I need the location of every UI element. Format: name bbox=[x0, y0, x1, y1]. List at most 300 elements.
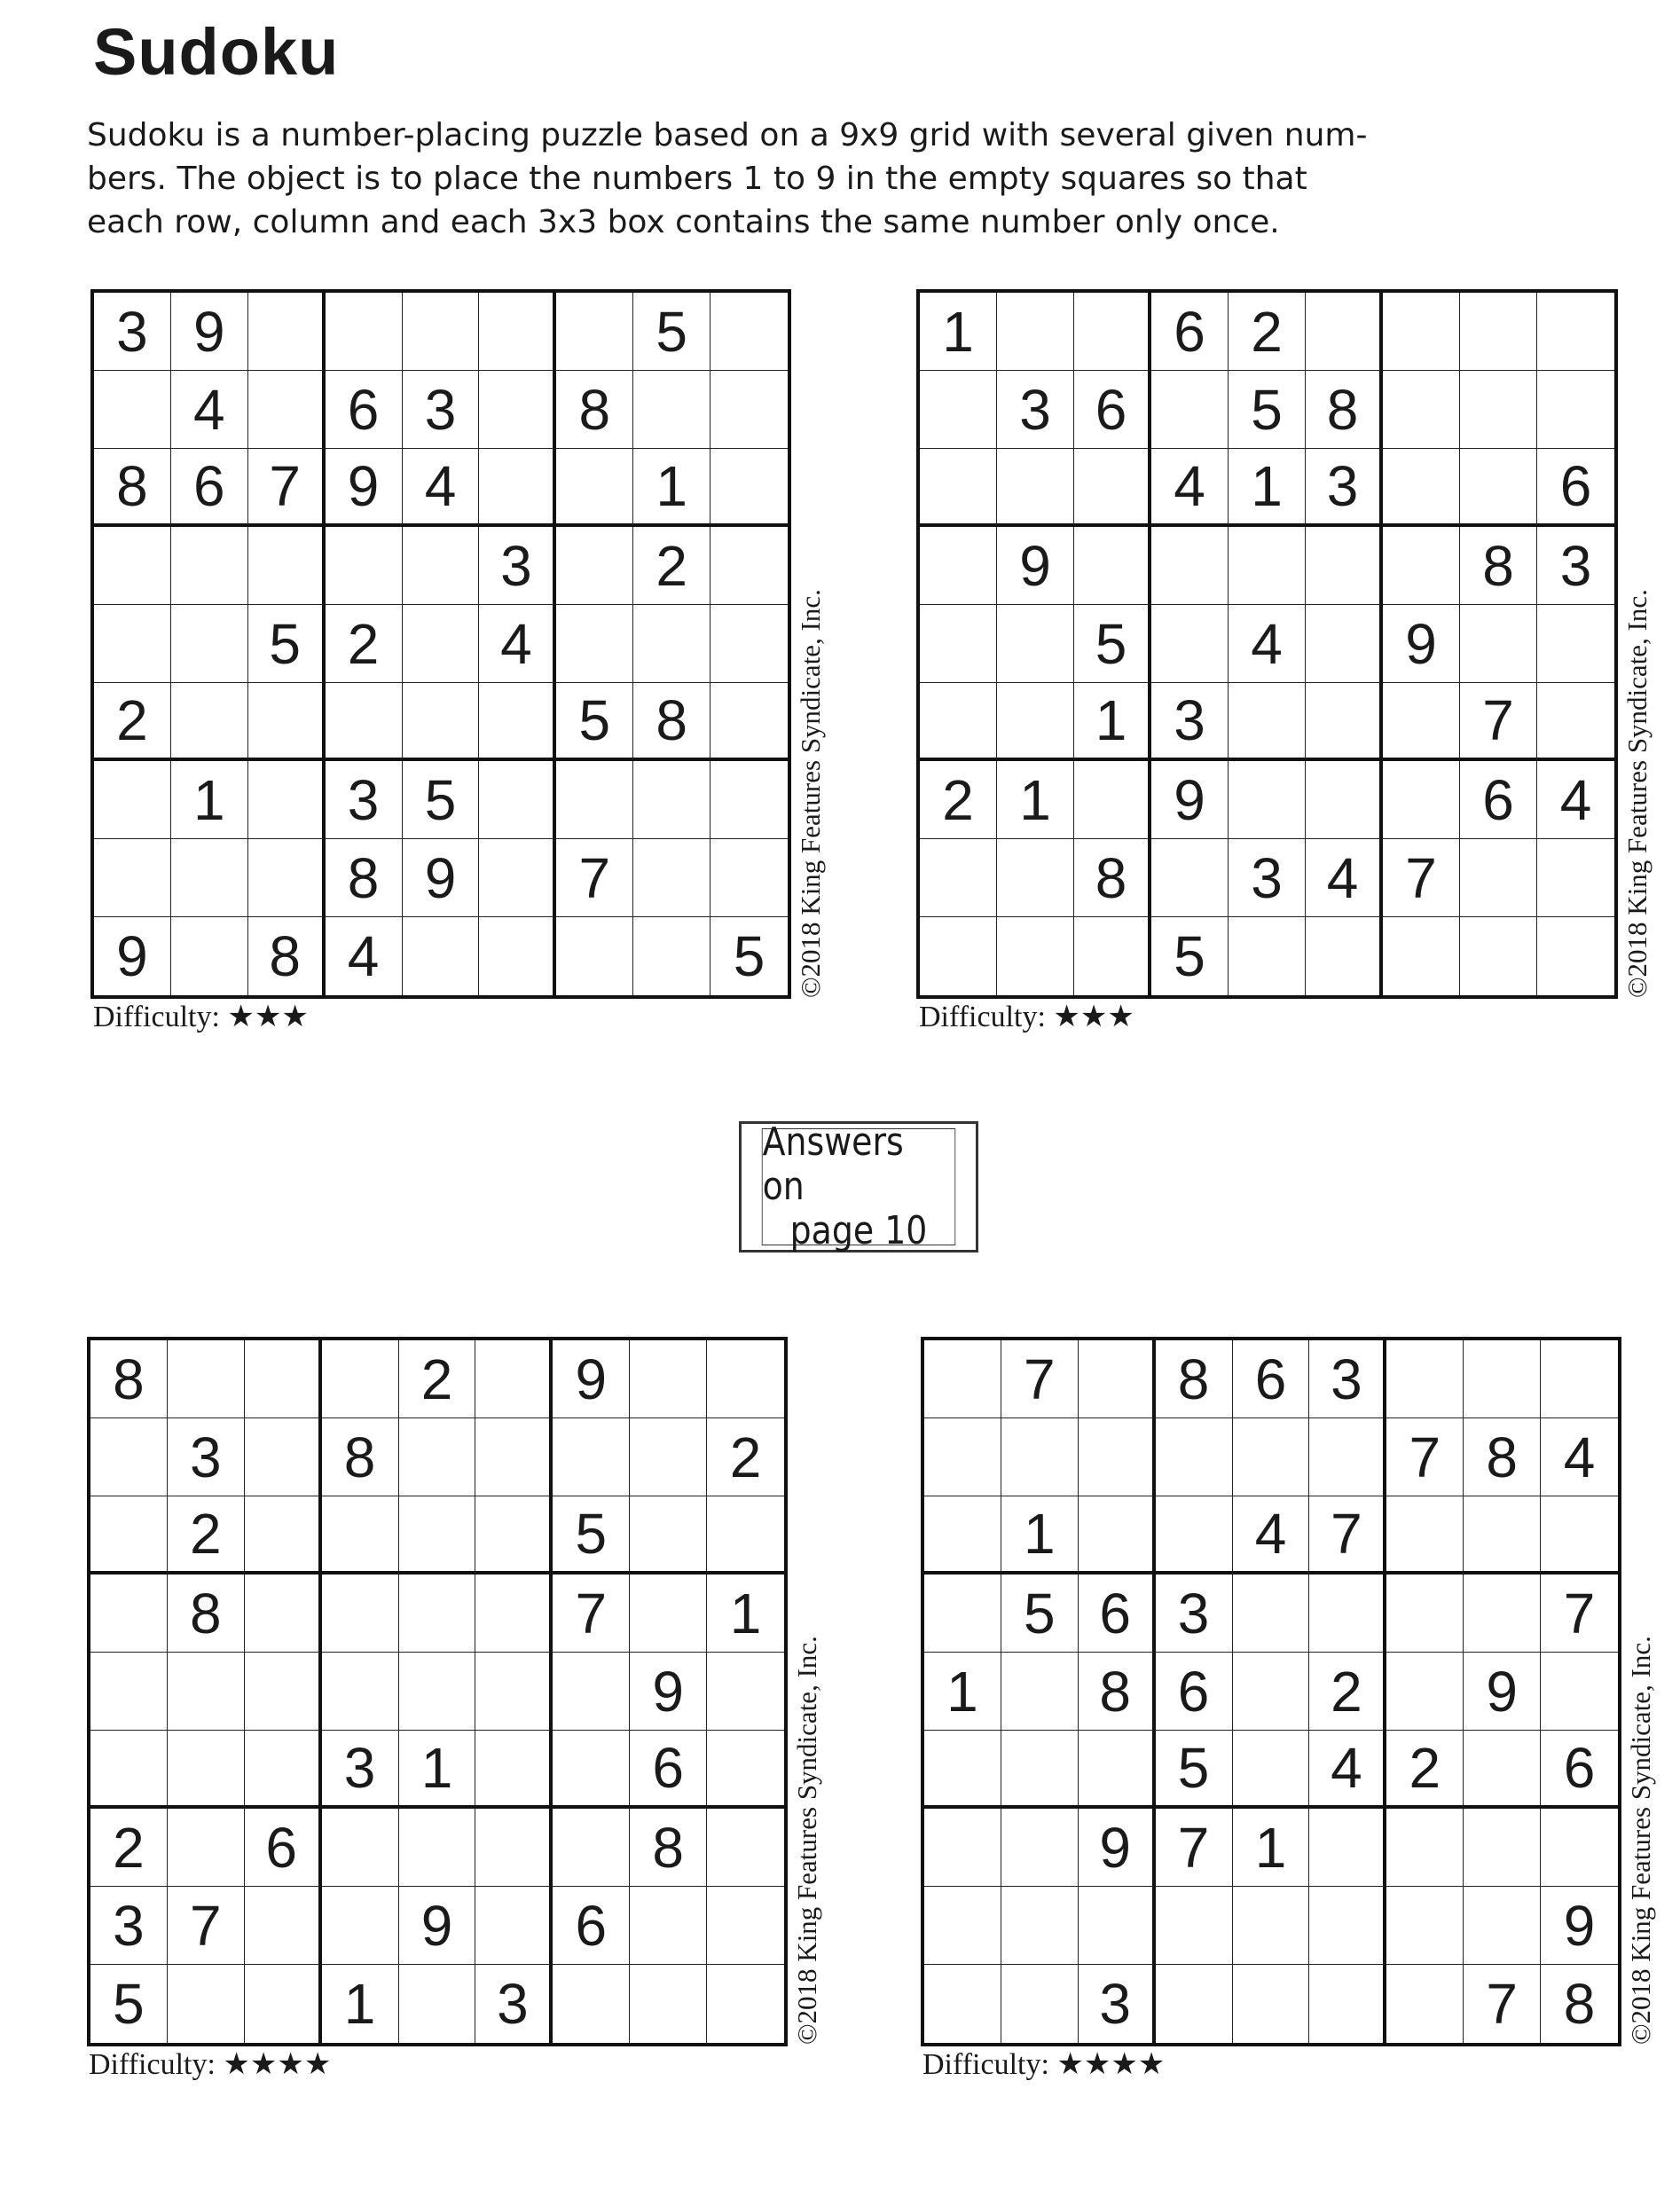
sudoku-cell[interactable] bbox=[403, 527, 480, 605]
sudoku-cell[interactable] bbox=[322, 1653, 399, 1731]
intro-line-3: each row, column and each 3x3 box contains the same number only once. bbox=[87, 204, 1280, 240]
sudoku-cell[interactable] bbox=[1537, 371, 1614, 449]
sudoku-cell[interactable] bbox=[322, 1887, 399, 1965]
sudoku-cell: 1 bbox=[997, 761, 1074, 839]
sudoku-cell[interactable] bbox=[997, 683, 1074, 761]
sudoku-cell[interactable] bbox=[403, 917, 480, 995]
sudoku-cell: 5 bbox=[248, 605, 326, 683]
sudoku-cell[interactable] bbox=[322, 1340, 399, 1418]
difficulty-label-bottom-right: Difficulty: ★★★★ bbox=[922, 2048, 1166, 2081]
sudoku-cell[interactable] bbox=[556, 605, 633, 683]
sudoku-cell[interactable] bbox=[1460, 839, 1537, 917]
sudoku-cell[interactable] bbox=[633, 605, 710, 683]
sudoku-cell: 1 bbox=[1074, 683, 1151, 761]
sudoku-cell: 5 bbox=[403, 761, 480, 839]
sudoku-cell[interactable] bbox=[1386, 1575, 1464, 1653]
sudoku-cell[interactable] bbox=[1074, 449, 1151, 527]
sudoku-cell: 3 bbox=[322, 1731, 399, 1809]
sudoku-cell[interactable] bbox=[997, 917, 1074, 995]
sudoku-cell[interactable] bbox=[710, 683, 788, 761]
sudoku-cell[interactable] bbox=[326, 527, 403, 605]
sudoku-cell[interactable] bbox=[1079, 1496, 1156, 1575]
sudoku-cell[interactable] bbox=[245, 1418, 322, 1496]
sudoku-cell[interactable] bbox=[1460, 605, 1537, 683]
sudoku-cell: 4 bbox=[1229, 605, 1306, 683]
sudoku-cell: 5 bbox=[556, 683, 633, 761]
sudoku-cell[interactable] bbox=[707, 1653, 784, 1731]
sudoku-cell[interactable] bbox=[920, 683, 997, 761]
sudoku-cell[interactable] bbox=[1464, 1731, 1541, 1809]
sudoku-cell: 3 bbox=[94, 293, 171, 371]
sudoku-cell[interactable] bbox=[1464, 1340, 1541, 1418]
sudoku-cell[interactable] bbox=[630, 1340, 707, 1418]
sudoku-cell: 1 bbox=[171, 761, 248, 839]
sudoku-cell: 8 bbox=[630, 1809, 707, 1887]
sudoku-cell[interactable] bbox=[94, 371, 171, 449]
sudoku-cell[interactable] bbox=[1464, 1887, 1541, 1965]
sudoku-cell[interactable] bbox=[924, 1809, 1001, 1887]
sudoku-cell[interactable] bbox=[94, 761, 171, 839]
sudoku-cell[interactable] bbox=[1541, 1809, 1618, 1887]
sudoku-cell[interactable] bbox=[399, 1653, 476, 1731]
sudoku-cell[interactable] bbox=[1151, 605, 1229, 683]
copyright-text-bottom-right: ©2018 King Features Syndicate, Inc. bbox=[1625, 1636, 1656, 2045]
sudoku-cell: 8 bbox=[633, 683, 710, 761]
sudoku-cell[interactable] bbox=[399, 1418, 476, 1496]
sudoku-cell[interactable] bbox=[1309, 1418, 1386, 1496]
sudoku-cell: 2 bbox=[920, 761, 997, 839]
sudoku-cell[interactable] bbox=[1306, 917, 1383, 995]
sudoku-cell[interactable] bbox=[556, 527, 633, 605]
sudoku-cell[interactable] bbox=[1229, 527, 1306, 605]
sudoku-cell: 3 bbox=[1079, 1965, 1156, 2043]
sudoku-cell[interactable] bbox=[710, 839, 788, 917]
sudoku-cell: 5 bbox=[1151, 917, 1229, 995]
sudoku-cell[interactable] bbox=[1001, 1887, 1079, 1965]
sudoku-cell[interactable] bbox=[322, 1496, 399, 1575]
sudoku-cell: 7 bbox=[1309, 1496, 1386, 1575]
sudoku-cell[interactable] bbox=[924, 1965, 1001, 2043]
sudoku-cell[interactable] bbox=[403, 605, 480, 683]
sudoku-cell[interactable] bbox=[924, 1887, 1001, 1965]
copyright-text-bottom-left: ©2018 King Features Syndicate, Inc. bbox=[791, 1636, 822, 2045]
sudoku-cell[interactable] bbox=[633, 917, 710, 995]
sudoku-cell[interactable] bbox=[710, 371, 788, 449]
sudoku-cell[interactable] bbox=[1306, 683, 1383, 761]
sudoku-cell[interactable] bbox=[479, 917, 556, 995]
sudoku-cell: 9 bbox=[1151, 761, 1229, 839]
sudoku-cell: 6 bbox=[1156, 1653, 1233, 1731]
sudoku-cell[interactable] bbox=[710, 293, 788, 371]
sudoku-cell[interactable] bbox=[168, 1965, 245, 2043]
sudoku-cell[interactable] bbox=[245, 1496, 322, 1575]
sudoku-cell[interactable] bbox=[1383, 683, 1460, 761]
sudoku-cell[interactable] bbox=[556, 449, 633, 527]
sudoku-cell[interactable] bbox=[245, 1887, 322, 1965]
sudoku-cell: 8 bbox=[1074, 839, 1151, 917]
sudoku-cell[interactable] bbox=[245, 1731, 322, 1809]
sudoku-cell: 7 bbox=[168, 1887, 245, 1965]
sudoku-cell[interactable] bbox=[1079, 1340, 1156, 1418]
sudoku-grid-bottom-left bbox=[87, 1337, 788, 2046]
sudoku-cell[interactable] bbox=[707, 1887, 784, 1965]
sudoku-cell: 2 bbox=[90, 1809, 168, 1887]
sudoku-cell[interactable] bbox=[168, 1731, 245, 1809]
sudoku-cell: 8 bbox=[326, 839, 403, 917]
sudoku-cell[interactable] bbox=[1541, 1653, 1618, 1731]
sudoku-cell[interactable] bbox=[475, 1340, 553, 1418]
sudoku-cell[interactable] bbox=[997, 293, 1074, 371]
sudoku-cell[interactable] bbox=[1537, 605, 1614, 683]
sudoku-cell[interactable] bbox=[1537, 839, 1614, 917]
sudoku-cell[interactable] bbox=[1233, 1575, 1310, 1653]
sudoku-cell[interactable] bbox=[1386, 1809, 1464, 1887]
sudoku-cell[interactable] bbox=[1306, 293, 1383, 371]
sudoku-cell[interactable] bbox=[553, 1731, 630, 1809]
sudoku-cell: 9 bbox=[630, 1653, 707, 1731]
sudoku-cell[interactable] bbox=[1079, 1731, 1156, 1809]
sudoku-cell[interactable] bbox=[924, 1418, 1001, 1496]
sudoku-cell[interactable] bbox=[479, 371, 556, 449]
sudoku-cell[interactable] bbox=[322, 1809, 399, 1887]
sudoku-cell[interactable] bbox=[322, 1575, 399, 1653]
sudoku-cell[interactable] bbox=[1156, 1418, 1233, 1496]
sudoku-cell[interactable] bbox=[1151, 527, 1229, 605]
sudoku-cell: 6 bbox=[1537, 449, 1614, 527]
sudoku-cell[interactable] bbox=[399, 1496, 476, 1575]
sudoku-cell[interactable] bbox=[479, 449, 556, 527]
sudoku-cell: 1 bbox=[707, 1575, 784, 1653]
sudoku-cell[interactable] bbox=[171, 527, 248, 605]
sudoku-cell[interactable] bbox=[1460, 449, 1537, 527]
sudoku-cell: 2 bbox=[399, 1340, 476, 1418]
sudoku-cell[interactable] bbox=[94, 527, 171, 605]
sudoku-cell[interactable] bbox=[245, 1965, 322, 2043]
sudoku-cell: 7 bbox=[556, 839, 633, 917]
sudoku-cell: 8 bbox=[1464, 1418, 1541, 1496]
sudoku-cell[interactable] bbox=[630, 1496, 707, 1575]
sudoku-cell: 3 bbox=[1537, 527, 1614, 605]
sudoku-cell[interactable] bbox=[1001, 1965, 1079, 2043]
sudoku-cell[interactable] bbox=[1074, 293, 1151, 371]
sudoku-cell[interactable] bbox=[1537, 293, 1614, 371]
sudoku-cell[interactable] bbox=[1309, 1965, 1386, 2043]
sudoku-cell[interactable] bbox=[168, 1809, 245, 1887]
sudoku-cell: 8 bbox=[1079, 1653, 1156, 1731]
sudoku-cell[interactable] bbox=[475, 1575, 553, 1653]
sudoku-cell[interactable] bbox=[245, 1653, 322, 1731]
sudoku-cell[interactable] bbox=[1460, 371, 1537, 449]
sudoku-cell[interactable] bbox=[630, 1965, 707, 2043]
sudoku-cell: 9 bbox=[94, 917, 171, 995]
sudoku-cell: 3 bbox=[1229, 839, 1306, 917]
sudoku-cell[interactable] bbox=[479, 839, 556, 917]
sudoku-cell[interactable] bbox=[475, 1418, 553, 1496]
sudoku-cell[interactable] bbox=[920, 917, 997, 995]
sudoku-cell: 1 bbox=[399, 1731, 476, 1809]
sudoku-cell: 8 bbox=[168, 1575, 245, 1653]
sudoku-cell[interactable] bbox=[630, 1887, 707, 1965]
sudoku-cell[interactable] bbox=[1460, 293, 1537, 371]
sudoku-cell[interactable] bbox=[1383, 917, 1460, 995]
sudoku-cell[interactable] bbox=[248, 371, 326, 449]
sudoku-cell[interactable] bbox=[171, 917, 248, 995]
sudoku-cell[interactable] bbox=[479, 761, 556, 839]
sudoku-cell[interactable] bbox=[1309, 1575, 1386, 1653]
sudoku-cell[interactable] bbox=[1233, 1887, 1310, 1965]
sudoku-cell[interactable] bbox=[1156, 1496, 1233, 1575]
sudoku-cell: 2 bbox=[94, 683, 171, 761]
sudoku-cell[interactable] bbox=[1074, 527, 1151, 605]
sudoku-cell[interactable] bbox=[245, 1575, 322, 1653]
sudoku-cell[interactable] bbox=[1151, 839, 1229, 917]
sudoku-cell[interactable] bbox=[1229, 761, 1306, 839]
sudoku-cell[interactable] bbox=[1383, 761, 1460, 839]
sudoku-cell[interactable] bbox=[920, 449, 997, 527]
sudoku-cell: 5 bbox=[1001, 1575, 1079, 1653]
sudoku-cell: 9 bbox=[553, 1340, 630, 1418]
sudoku-cell: 9 bbox=[1079, 1809, 1156, 1887]
sudoku-cell[interactable] bbox=[1001, 1809, 1079, 1887]
sudoku-cell[interactable] bbox=[399, 1809, 476, 1887]
sudoku-cell: 2 bbox=[1386, 1731, 1464, 1809]
sudoku-cell[interactable] bbox=[1383, 293, 1460, 371]
sudoku-cell[interactable] bbox=[1386, 1887, 1464, 1965]
sudoku-cell[interactable] bbox=[1460, 917, 1537, 995]
sudoku-cell[interactable] bbox=[710, 605, 788, 683]
sudoku-cell: 8 bbox=[248, 917, 326, 995]
sudoku-cell[interactable] bbox=[90, 1496, 168, 1575]
sudoku-cell[interactable] bbox=[920, 605, 997, 683]
sudoku-cell[interactable] bbox=[1074, 917, 1151, 995]
sudoku-cell: 8 bbox=[322, 1418, 399, 1496]
sudoku-cell[interactable] bbox=[248, 761, 326, 839]
sudoku-cell: 3 bbox=[997, 371, 1074, 449]
sudoku-cell[interactable] bbox=[630, 1418, 707, 1496]
sudoku-grid-bottom-right bbox=[921, 1337, 1621, 2046]
sudoku-cell[interactable] bbox=[556, 761, 633, 839]
sudoku-cell[interactable] bbox=[1001, 1731, 1079, 1809]
sudoku-cell[interactable] bbox=[245, 1340, 322, 1418]
sudoku-cell[interactable] bbox=[553, 1965, 630, 2043]
sudoku-cell: 7 bbox=[1001, 1340, 1079, 1418]
sudoku-cell: 1 bbox=[1001, 1496, 1079, 1575]
sudoku-cell: 4 bbox=[326, 917, 403, 995]
sudoku-cell[interactable] bbox=[997, 449, 1074, 527]
sudoku-cell[interactable] bbox=[1541, 1496, 1618, 1575]
sudoku-cell[interactable] bbox=[1079, 1887, 1156, 1965]
sudoku-cell: 9 bbox=[997, 527, 1074, 605]
sudoku-cell[interactable] bbox=[171, 605, 248, 683]
sudoku-cell: 3 bbox=[168, 1418, 245, 1496]
sudoku-cell[interactable] bbox=[553, 1418, 630, 1496]
sudoku-cell[interactable] bbox=[399, 1575, 476, 1653]
sudoku-cell[interactable] bbox=[479, 683, 556, 761]
difficulty-label-top-left: Difficulty: ★★★ bbox=[93, 1001, 309, 1033]
sudoku-cell: 3 bbox=[90, 1887, 168, 1965]
sudoku-cell[interactable] bbox=[920, 371, 997, 449]
sudoku-cell[interactable] bbox=[1233, 1965, 1310, 2043]
sudoku-cell: 8 bbox=[1563, 1972, 1596, 2036]
answers-line-1: Answers on bbox=[762, 1119, 904, 1209]
sudoku-cell: 6 bbox=[1151, 293, 1229, 371]
sudoku-cell[interactable] bbox=[326, 683, 403, 761]
sudoku-cell[interactable] bbox=[553, 1653, 630, 1731]
sudoku-cell[interactable] bbox=[326, 293, 403, 371]
sudoku-cell: 7 bbox=[1156, 1809, 1233, 1887]
sudoku-cell: 2 bbox=[633, 527, 710, 605]
sudoku-cell[interactable] bbox=[924, 1340, 1001, 1418]
sudoku-cell[interactable] bbox=[168, 1653, 245, 1731]
sudoku-cell: 5 bbox=[1074, 605, 1151, 683]
sudoku-cell[interactable] bbox=[1383, 527, 1460, 605]
sudoku-cell[interactable] bbox=[171, 839, 248, 917]
sudoku-cell[interactable] bbox=[1079, 1418, 1156, 1496]
sudoku-cell[interactable] bbox=[475, 1496, 553, 1575]
sudoku-cell[interactable] bbox=[556, 917, 633, 995]
sudoku-cell: 9 bbox=[326, 449, 403, 527]
sudoku-cell[interactable] bbox=[1229, 917, 1306, 995]
sudoku-cell[interactable] bbox=[1306, 761, 1383, 839]
sudoku-cell: 3 bbox=[479, 527, 556, 605]
sudoku-cell: 1 bbox=[920, 293, 997, 371]
sudoku-cell: 1 bbox=[1229, 449, 1306, 527]
sudoku-cell[interactable] bbox=[479, 293, 556, 371]
sudoku-cell: 6 bbox=[171, 449, 248, 527]
sudoku-cell[interactable] bbox=[1233, 1731, 1310, 1809]
sudoku-cell[interactable] bbox=[630, 1575, 707, 1653]
sudoku-cell[interactable] bbox=[1464, 1575, 1541, 1653]
sudoku-cell[interactable] bbox=[710, 761, 788, 839]
sudoku-cell[interactable] bbox=[90, 1575, 168, 1653]
sudoku-cell: 6 bbox=[553, 1887, 630, 1965]
sudoku-cell: 7 bbox=[1460, 683, 1537, 761]
sudoku-cell[interactable] bbox=[707, 1340, 784, 1418]
sudoku-cell[interactable] bbox=[707, 1496, 784, 1575]
sudoku-cell[interactable] bbox=[1233, 1653, 1310, 1731]
sudoku-grid-top-right bbox=[916, 289, 1618, 999]
sudoku-cell[interactable] bbox=[710, 449, 788, 527]
sudoku-cell: 5 bbox=[553, 1496, 630, 1575]
sudoku-cell: 8 bbox=[556, 371, 633, 449]
sudoku-cell[interactable] bbox=[997, 605, 1074, 683]
sudoku-cell[interactable] bbox=[475, 1887, 553, 1965]
sudoku-cell[interactable] bbox=[171, 683, 248, 761]
sudoku-cell: 3 bbox=[1156, 1575, 1233, 1653]
sudoku-cell[interactable] bbox=[633, 371, 710, 449]
sudoku-cell: 2 bbox=[1309, 1653, 1386, 1731]
sudoku-cell[interactable] bbox=[1306, 605, 1383, 683]
sudoku-cell: 2 bbox=[1229, 293, 1306, 371]
sudoku-cell[interactable] bbox=[920, 839, 997, 917]
sudoku-cell[interactable] bbox=[1541, 1340, 1618, 1418]
sudoku-cell[interactable] bbox=[920, 527, 997, 605]
sudoku-cell: 5 bbox=[733, 924, 765, 988]
sudoku-cell[interactable] bbox=[710, 527, 788, 605]
sudoku-cell[interactable] bbox=[90, 1418, 168, 1496]
sudoku-cell[interactable] bbox=[633, 761, 710, 839]
sudoku-cell: 6 bbox=[1074, 371, 1151, 449]
sudoku-cell[interactable] bbox=[1386, 1653, 1464, 1731]
sudoku-cell[interactable] bbox=[248, 527, 326, 605]
sudoku-cell[interactable] bbox=[94, 605, 171, 683]
sudoku-cell[interactable] bbox=[1156, 1887, 1233, 1965]
sudoku-cell[interactable] bbox=[1151, 371, 1229, 449]
sudoku-cell[interactable] bbox=[1383, 371, 1460, 449]
sudoku-cell[interactable] bbox=[94, 839, 171, 917]
sudoku-cell[interactable] bbox=[1386, 1496, 1464, 1575]
sudoku-cell: 9 bbox=[403, 839, 480, 917]
sudoku-cell: 1 bbox=[924, 1653, 1001, 1731]
sudoku-cell[interactable] bbox=[475, 1809, 553, 1887]
sudoku-cell[interactable] bbox=[1537, 917, 1614, 995]
sudoku-cell[interactable] bbox=[1001, 1653, 1079, 1731]
sudoku-cell[interactable] bbox=[924, 1496, 1001, 1575]
sudoku-cell[interactable] bbox=[1309, 1887, 1386, 1965]
sudoku-cell: 3 bbox=[1309, 1340, 1386, 1418]
sudoku-cell[interactable] bbox=[1386, 1965, 1464, 2043]
sudoku-cell[interactable] bbox=[1464, 1809, 1541, 1887]
sudoku-cell[interactable] bbox=[1537, 683, 1614, 761]
sudoku-cell: 6 bbox=[326, 371, 403, 449]
sudoku-cell: 7 bbox=[248, 449, 326, 527]
sudoku-cell[interactable] bbox=[1306, 527, 1383, 605]
sudoku-cell[interactable] bbox=[168, 1340, 245, 1418]
sudoku-cell[interactable] bbox=[707, 1965, 784, 2043]
sudoku-cell[interactable] bbox=[403, 293, 480, 371]
sudoku-cell[interactable] bbox=[1074, 761, 1151, 839]
sudoku-cell[interactable] bbox=[248, 293, 326, 371]
sudoku-cell[interactable] bbox=[1464, 1496, 1541, 1575]
sudoku-cell[interactable] bbox=[556, 293, 633, 371]
sudoku-cell[interactable] bbox=[1383, 449, 1460, 527]
sudoku-cell[interactable] bbox=[1309, 1809, 1386, 1887]
sudoku-cell: 4 bbox=[1306, 839, 1383, 917]
sudoku-cell: 8 bbox=[94, 449, 171, 527]
sudoku-cell: 9 bbox=[1541, 1887, 1618, 1965]
sudoku-cell[interactable] bbox=[475, 1731, 553, 1809]
sudoku-cell[interactable] bbox=[633, 839, 710, 917]
sudoku-cell[interactable] bbox=[90, 1731, 168, 1809]
sudoku-cell[interactable] bbox=[1229, 683, 1306, 761]
sudoku-cell[interactable] bbox=[1233, 1418, 1310, 1496]
sudoku-cell[interactable] bbox=[707, 1809, 784, 1887]
sudoku-cell[interactable] bbox=[997, 839, 1074, 917]
sudoku-cell: 3 bbox=[1151, 683, 1229, 761]
sudoku-cell[interactable] bbox=[707, 1731, 784, 1809]
sudoku-cell[interactable] bbox=[924, 1731, 1001, 1809]
sudoku-cell[interactable] bbox=[1386, 1340, 1464, 1418]
sudoku-cell[interactable] bbox=[475, 1653, 553, 1731]
sudoku-cell[interactable] bbox=[1156, 1965, 1233, 2043]
sudoku-cell: 4 bbox=[1309, 1731, 1386, 1809]
sudoku-cell: 4 bbox=[1233, 1496, 1310, 1575]
sudoku-cell: 6 bbox=[1541, 1731, 1618, 1809]
sudoku-cell: 6 bbox=[1233, 1340, 1310, 1418]
sudoku-cell[interactable] bbox=[553, 1809, 630, 1887]
sudoku-cell[interactable] bbox=[248, 839, 326, 917]
sudoku-cell: 2 bbox=[707, 1418, 784, 1496]
sudoku-cell[interactable] bbox=[90, 1653, 168, 1731]
sudoku-cell: 8 bbox=[90, 1340, 168, 1418]
sudoku-cell[interactable] bbox=[399, 1965, 476, 2043]
sudoku-cell[interactable] bbox=[1001, 1418, 1079, 1496]
sudoku-cell: 7 bbox=[1541, 1575, 1618, 1653]
sudoku-cell[interactable] bbox=[924, 1575, 1001, 1653]
sudoku-cell[interactable] bbox=[248, 683, 326, 761]
sudoku-cell[interactable] bbox=[403, 683, 480, 761]
sudoku-cell: 7 bbox=[553, 1575, 630, 1653]
